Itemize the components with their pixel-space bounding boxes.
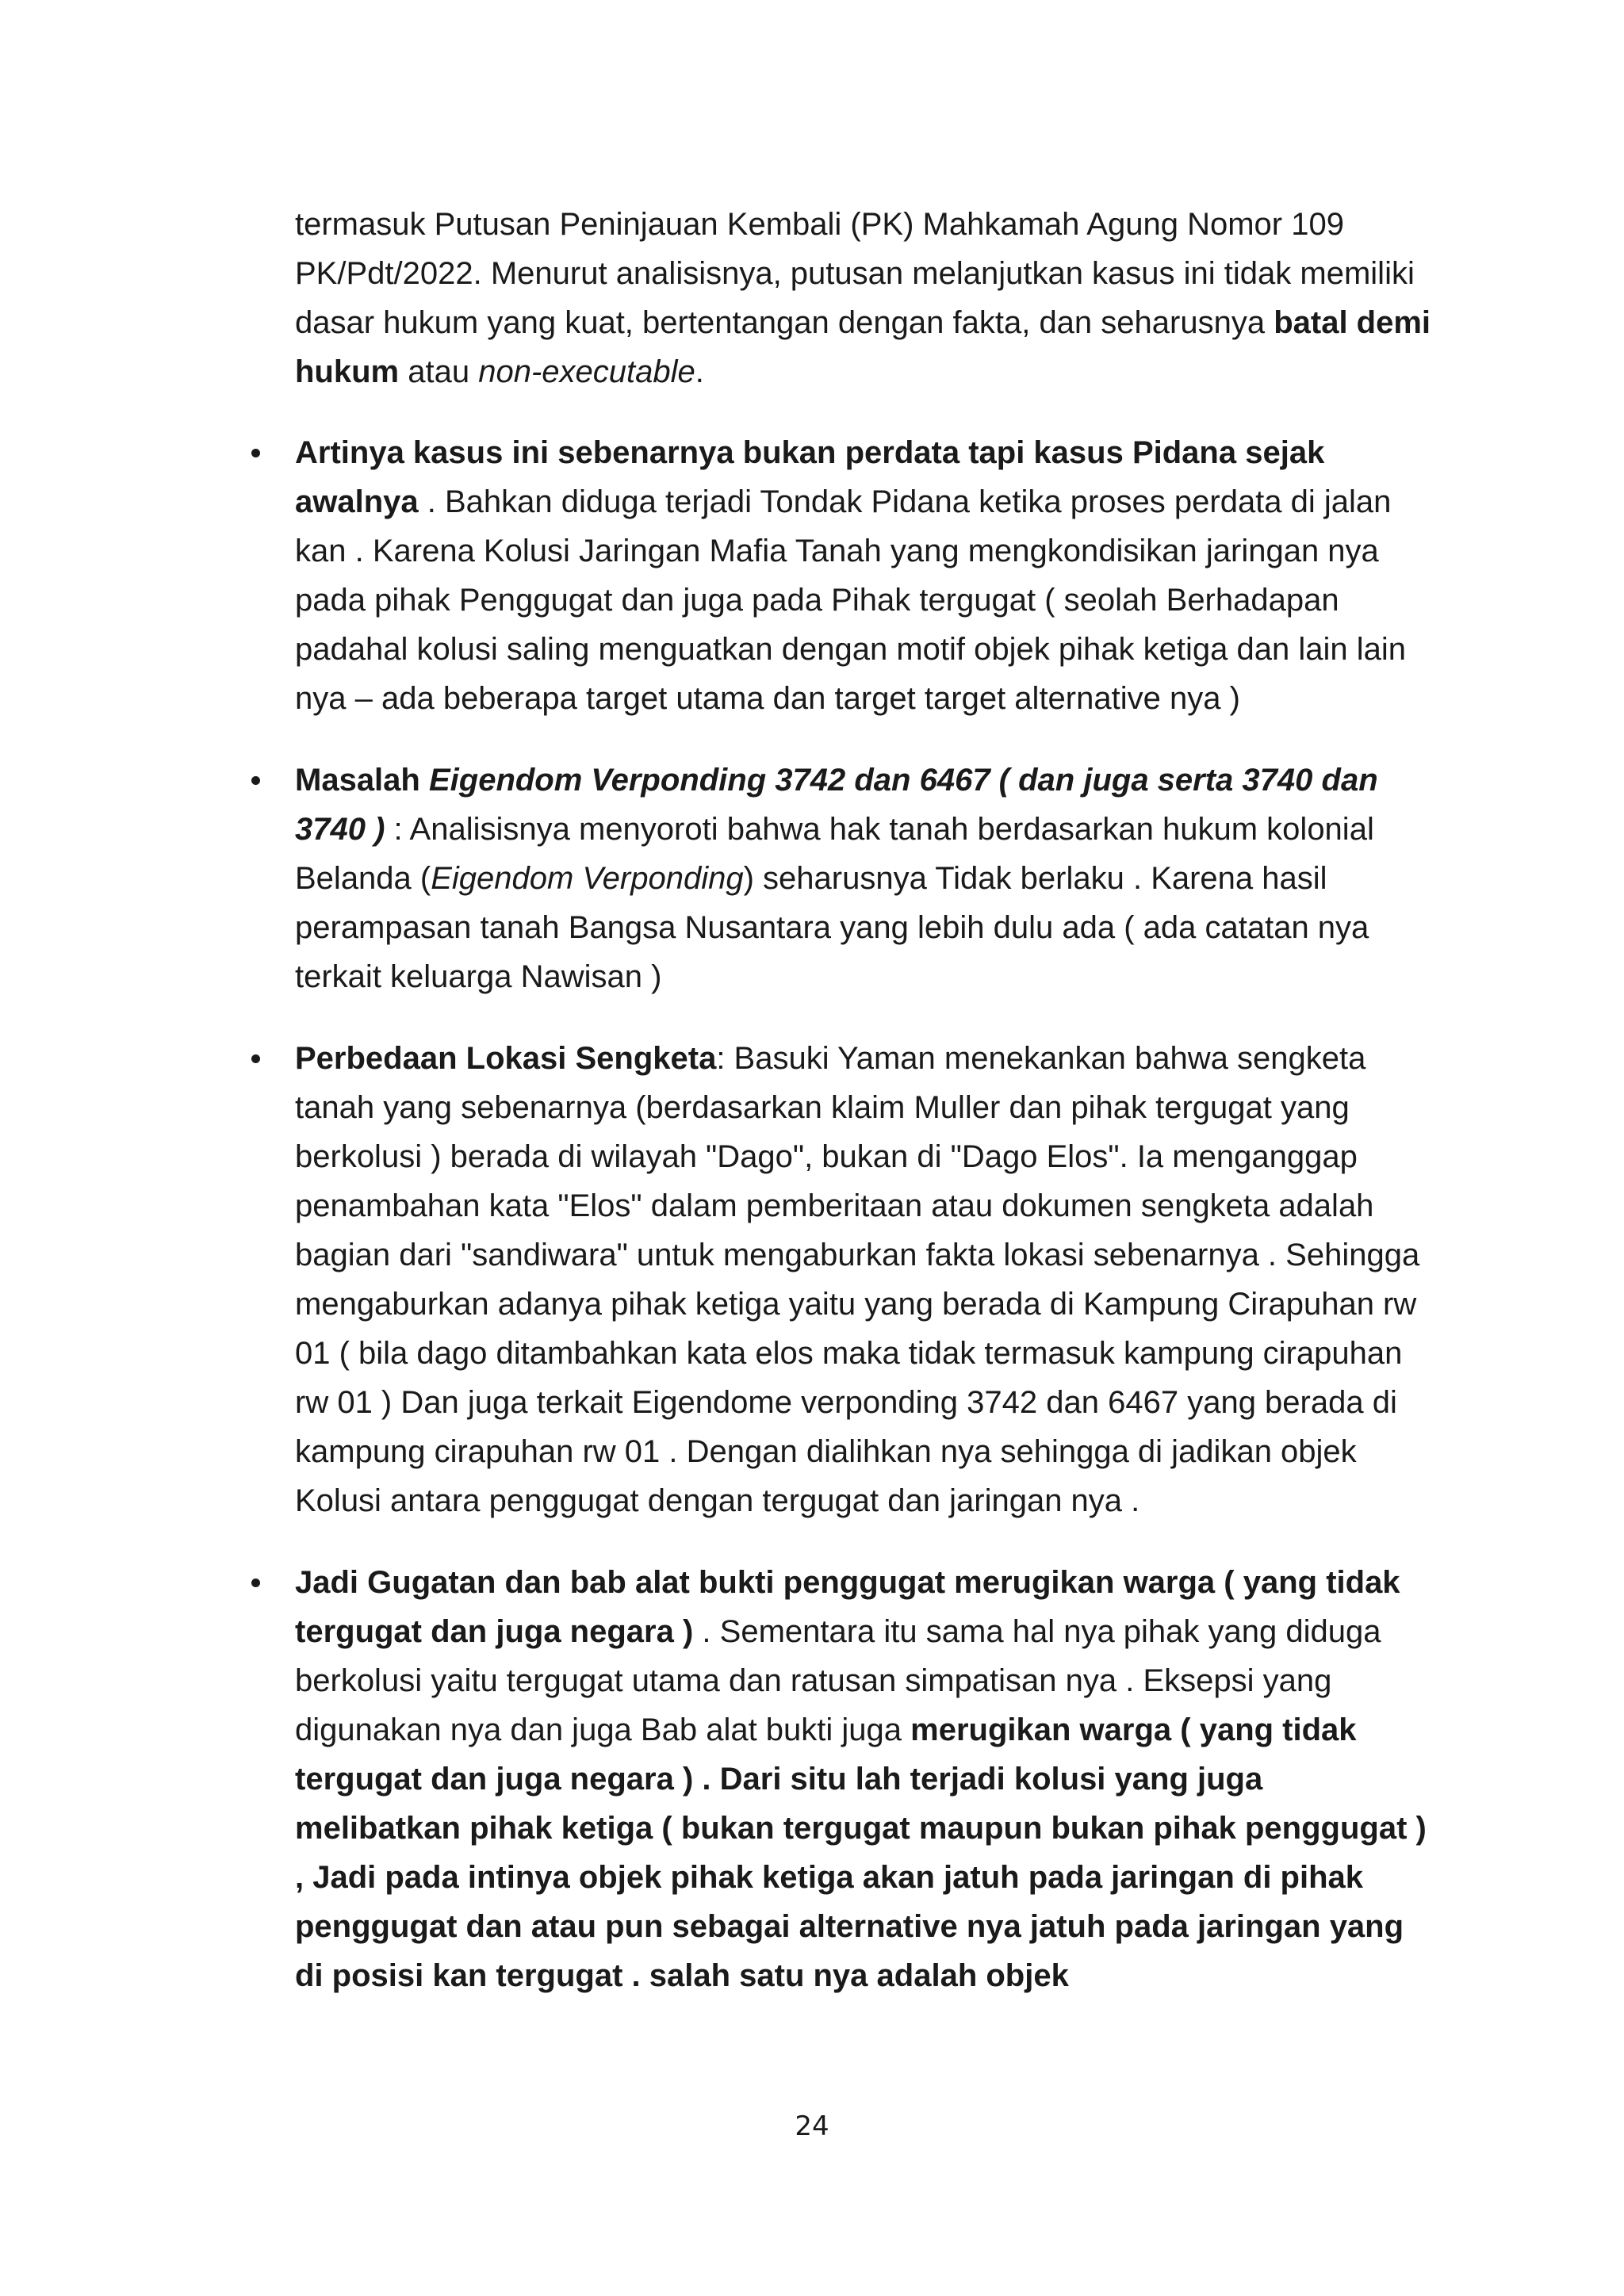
bullet-item-gugatan — [295, 1558, 1437, 2000]
bullet-text: : Basuki Yaman menekankan bahwa sengketa tanah yang sebenarnya (berdasarkan klaim Muller dan pihak tergugat yang berkolusi ) berada di wilayah "Dago", bukan di "Dago Elos". Ia menganggap penambahan kata "Elos" dalam pemberitaan atau dokumen sengketa adalah bagian dari "sandiwara" untuk mengaburkan fakta lokasi sebenarnya . Sehingga mengaburkan adanya pihak ketiga yaitu yang berada di Kampung Cirapuhan rw 01 ( bila dago ditambahkan kata elos maka tidak termasuk kampung cirapuhan rw 01 ) Dan juga terkait Eigendome verponding 3742 dan 6467 yang berada di kampung cirapuhan rw 01 . Dengan dialihkan nya sehingga di jadikan objek Kolusi antara penggugat dengan tergugat dan jaringan nya . — [295, 1041, 1420, 1518]
bullet-text-continued: ) seharusnya Tidak berlaku . Karena hasil perampasan tanah Bangsa Nusantara yang lebih dulu ada ( ada catatan nya terkait keluarga Nawisan ) — [295, 861, 1369, 994]
intro-bold-text: batal demi hukum — [295, 305, 1431, 389]
bullet-heading: Artinya kasus ini sebenarnya bukan perdata tapi kasus Pidana sejak awalnya — [295, 435, 1325, 519]
bullet-bold-text: merugikan warga ( yang tidak tergugat dan juga negara ) . Dari situ lah terjadi kolusi yang juga melibatkan pihak ketiga ( bukan tergugat maupun bukan pihak penggugat ) , Jadi pada intinya objek pihak ketiga akan jatuh pada jaringan di pihak penggugat dan atau pun sebagai alternative nya jatuh pada jaringan yang di posisi kan tergugat . salah satu nya adalah objek — [295, 1712, 1427, 1993]
page-content — [295, 200, 1437, 2033]
bullet-heading: Perbedaan Lokasi Sengketa — [295, 1041, 717, 1076]
bullet-text: . Sementara itu sama hal nya pihak yang diduga berkolusi yaitu tergugat utama dan ratusan simpatisan nya . Eksepsi yang digunakan nya dan juga Bab alat bukti juga — [295, 1614, 1381, 1747]
bullet-heading: Jadi Gugatan dan bab alat bukti penggugat merugikan warga ( yang tidak tergugat dan juga negara ) — [295, 1565, 1400, 1649]
bullet-text: : Analisisnya menyoroti bahwa hak tanah berdasarkan hukum kolonial Belanda ( — [295, 812, 1374, 896]
intro-mid-text: atau — [399, 354, 479, 389]
bullet-italic-term: Eigendom Verponding — [431, 861, 744, 896]
page-number: 24 — [795, 2110, 829, 2142]
bullet-item-eigendom — [295, 756, 1437, 1001]
intro-text: termasuk Putusan Peninjauan Kembali (PK) Mahkamah Agung Nomor 109 PK/Pdt/2022. Menurut analisisnya, putusan melanjutkan kasus ini tidak memiliki dasar hukum yang kuat, bertentangan dengan fakta, dan seharusnya — [295, 207, 1415, 340]
bullet-heading: Masalah — [295, 763, 429, 798]
bullet-item-pidana — [295, 428, 1437, 723]
bullet-heading-italic: Eigendom Verponding 3742 dan 6467 ( dan juga serta 3740 dan 3740 ) — [295, 763, 1378, 847]
intro-paragraph — [295, 200, 1437, 396]
intro-end-text: . — [695, 354, 704, 389]
bullet-text: . Bahkan diduga terjadi Tondak Pidana ketika proses perdata di jalan kan . Karena Kolusi Jaringan Mafia Tanah yang mengkondisikan jaringan nya pada pihak Penggugat dan juga pada Pihak tergugat ( seolah Berhadapan padahal kolusi saling menguatkan dengan motif objek pihak ketiga dan lain lain nya – ada beberapa target utama dan target target alternative nya ) — [295, 484, 1406, 716]
intro-italic-text: non-executable — [478, 354, 695, 389]
bullet-item-lokasi — [295, 1034, 1437, 1525]
